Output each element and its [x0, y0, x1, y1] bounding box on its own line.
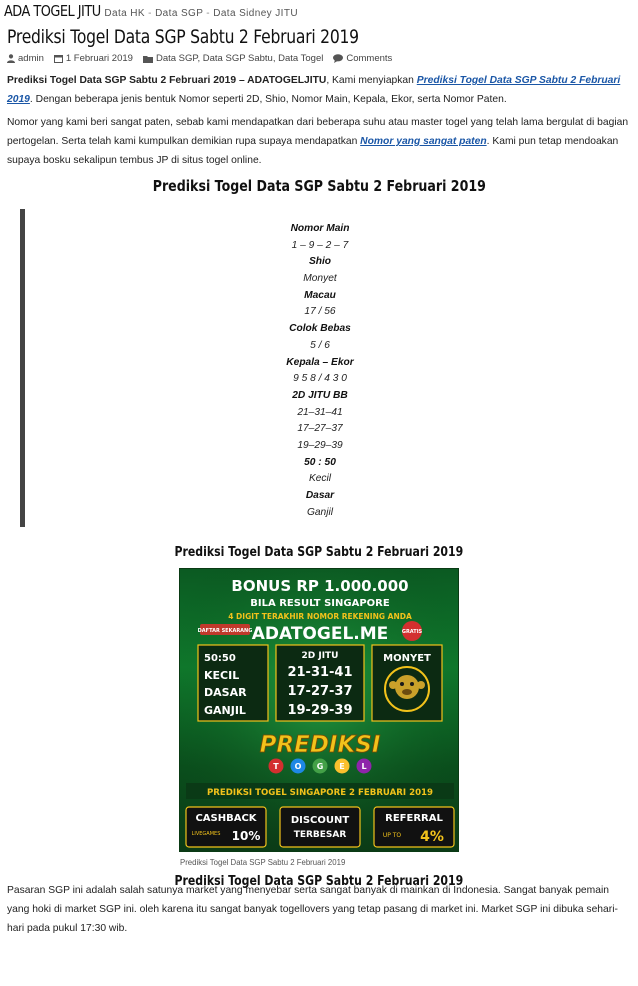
prediction-value: 19–29–39: [297, 439, 343, 451]
user-icon: [7, 54, 15, 63]
box1-line2: KECIL: [204, 669, 240, 682]
svg-text:E: E: [339, 762, 345, 771]
prediction-label: Dasar: [305, 490, 335, 501]
meta-author-label[interactable]: admin: [18, 53, 44, 64]
prediction-label: Macau: [304, 289, 336, 301]
banner-graphic: [180, 569, 459, 852]
box2-title: 2D JITU: [301, 651, 339, 661]
prediction-list: [100, 221, 540, 521]
prediction-value: Kecil: [308, 473, 332, 485]
prediction-value: 5 / 6: [310, 339, 330, 351]
prediction-banner-image: [179, 568, 459, 852]
svg-text:T: T: [273, 762, 279, 771]
svg-text:DISCOUNT: DISCOUNT: [290, 815, 350, 826]
prediction-label: 2D JITU BB: [292, 389, 348, 401]
banner-bonus-text: BONUS RP 1.000.000: [231, 577, 409, 595]
site-title[interactable]: ADA TOGEL JITU: [4, 2, 101, 20]
svg-text:4%: 4%: [420, 829, 444, 845]
nav-separator: -: [203, 8, 214, 19]
second-text: Nomor yang kami beri sangat paten, sebab kami mendapatkan dari beberapa suhu atau master togel yang telah lama bergulat di bagian pertogelan. Serta telah kami kumpulkan demikian rupa supaya mendapatkan: [7, 117, 629, 147]
site-description: [104, 8, 298, 19]
second-paragraph: [7, 113, 631, 170]
section-heading-2: Prediksi Togel Data SGP Sabtu 2 Februari 2019: [174, 545, 464, 560]
prediction-value: Monyet: [303, 273, 337, 285]
closing-paragraph: [7, 881, 631, 938]
nav-link-data-hk[interactable]: Data HK: [104, 8, 145, 19]
banner-prediksi: PREDIKSI: [259, 732, 381, 758]
calendar-icon: [54, 54, 63, 63]
intro-link[interactable]: Prediksi Togel Data SGP Sabtu 2 Februari 2019: [7, 75, 621, 105]
svg-text:10%: 10%: [231, 829, 261, 843]
section-heading-1: Prediksi Togel Data SGP Sabtu 2 Februari 2019: [152, 177, 486, 195]
prediction-value: 21–31–41: [297, 406, 343, 418]
box3-title: MONYET: [383, 653, 431, 664]
svg-text:G: G: [316, 762, 324, 771]
meta-comments[interactable]: [333, 53, 392, 64]
prediction-value: 17 / 56: [304, 306, 336, 318]
nav-link-data-sgp[interactable]: Data SGP: [155, 8, 204, 19]
intro-paragraph: [7, 71, 631, 109]
svg-text:O: O: [294, 762, 302, 771]
nav-separator: -: [144, 8, 156, 19]
second-text-end: . Kami pun tetap mendoakan supaya bosku sekalipun tembus JP di situs togel online.: [7, 136, 619, 166]
meta-date: [54, 53, 133, 64]
gratis-text: GRATIS: [401, 629, 423, 635]
box2-line1: 21-31-41: [287, 665, 353, 680]
prediction-label: Nomor Main: [290, 223, 350, 234]
blockquote-bar: [20, 209, 25, 527]
svg-text:L: L: [361, 762, 367, 771]
folder-icon: [143, 55, 153, 63]
box1-line4: GANJIL: [204, 704, 246, 717]
paten-link[interactable]: Nomor yang sangat paten: [360, 136, 487, 147]
comment-icon: [333, 54, 343, 63]
svg-text:REFERRAL: REFERRAL: [385, 813, 443, 824]
prediction-value: 9 5 8 / 4 3 0: [293, 373, 347, 385]
promo-discount: [280, 807, 360, 847]
closing-text: Pasaran SGP ini adalah salah satunya market yang menyebar serta sangat banyak di mainkan di Indonesia. Sangat banyak pemain yang hoki di market SGP ini. oleh karena itu sangat banyak togellovers yang tetap pasang di market ini. Market SGP ini dibuka sehari-hari pada pukul 17:30 wib.: [7, 885, 618, 934]
meta-categories[interactable]: [143, 53, 323, 64]
prediction-value: 1 – 9 – 2 – 7: [291, 239, 349, 251]
meta-date-label: 1 Februari 2019: [65, 53, 133, 64]
prediction-label: Shio: [308, 256, 332, 268]
intro-text-end: . Dengan beberapa jenis bentuk Nomor seperti 2D, Shio, Nomor Main, Kepala, Ekor, serta Nomor Paten.: [29, 94, 507, 105]
banner-line3: 4 DIGIT TERAKHIR NOMOR REKENING ANDA: [228, 612, 412, 621]
meta-author[interactable]: [7, 53, 44, 64]
svg-text:TERBESAR: TERBESAR: [293, 830, 347, 840]
meta-categories-label[interactable]: Data SGP, Data SGP Sabtu, Data Togel: [155, 53, 324, 64]
prediction-label: 50 : 50: [304, 456, 336, 468]
section-heading-3: Prediksi Togel Data SGP Sabtu 2 Februari 2019: [174, 874, 464, 889]
intro-text: , Kami menyiapkan: [326, 75, 417, 86]
banner-ribbon-text: PREDIKSI TOGEL SINGAPORE 2 FEBRUARI 2019: [206, 788, 434, 798]
intro-bold: Prediksi Togel Data SGP Sabtu 2 Februari 2019 – ADATOGELJITU: [7, 75, 327, 86]
svg-text:LIVEGAMES: LIVEGAMES: [191, 831, 221, 837]
box2-line2: 17-27-37: [287, 684, 353, 699]
image-caption: Prediksi Togel Data SGP Sabtu 2 Februari 2019: [180, 858, 346, 867]
meta-comments-label[interactable]: Comments: [346, 53, 393, 64]
site-header: [4, 2, 298, 20]
box2-line3: 19-29-39: [287, 703, 353, 718]
daftar-text: DAFTAR SEKARANG: [197, 628, 253, 634]
prediction-value: 17–27–37: [297, 423, 343, 435]
nav-link-data-sidney[interactable]: Data Sidney JITU: [213, 8, 298, 19]
prediction-label: Kepala – Ekor: [286, 356, 354, 368]
post-title: Prediksi Togel Data SGP Sabtu 2 Februari 2019: [7, 26, 359, 48]
banner-brand: ADATOGEL.ME: [251, 624, 389, 644]
post-meta: [7, 53, 402, 64]
prediction-value: Ganjil: [306, 506, 334, 518]
svg-text:UP TO: UP TO: [382, 832, 402, 839]
banner-line2: BILA RESULT SINGAPORE: [250, 598, 390, 609]
svg-text:CASHBACK: CASHBACK: [195, 813, 257, 824]
prediction-label: Colok Bebas: [289, 323, 351, 335]
box1-line3: DASAR: [204, 686, 247, 699]
box1-line1: 50:50: [204, 653, 236, 664]
